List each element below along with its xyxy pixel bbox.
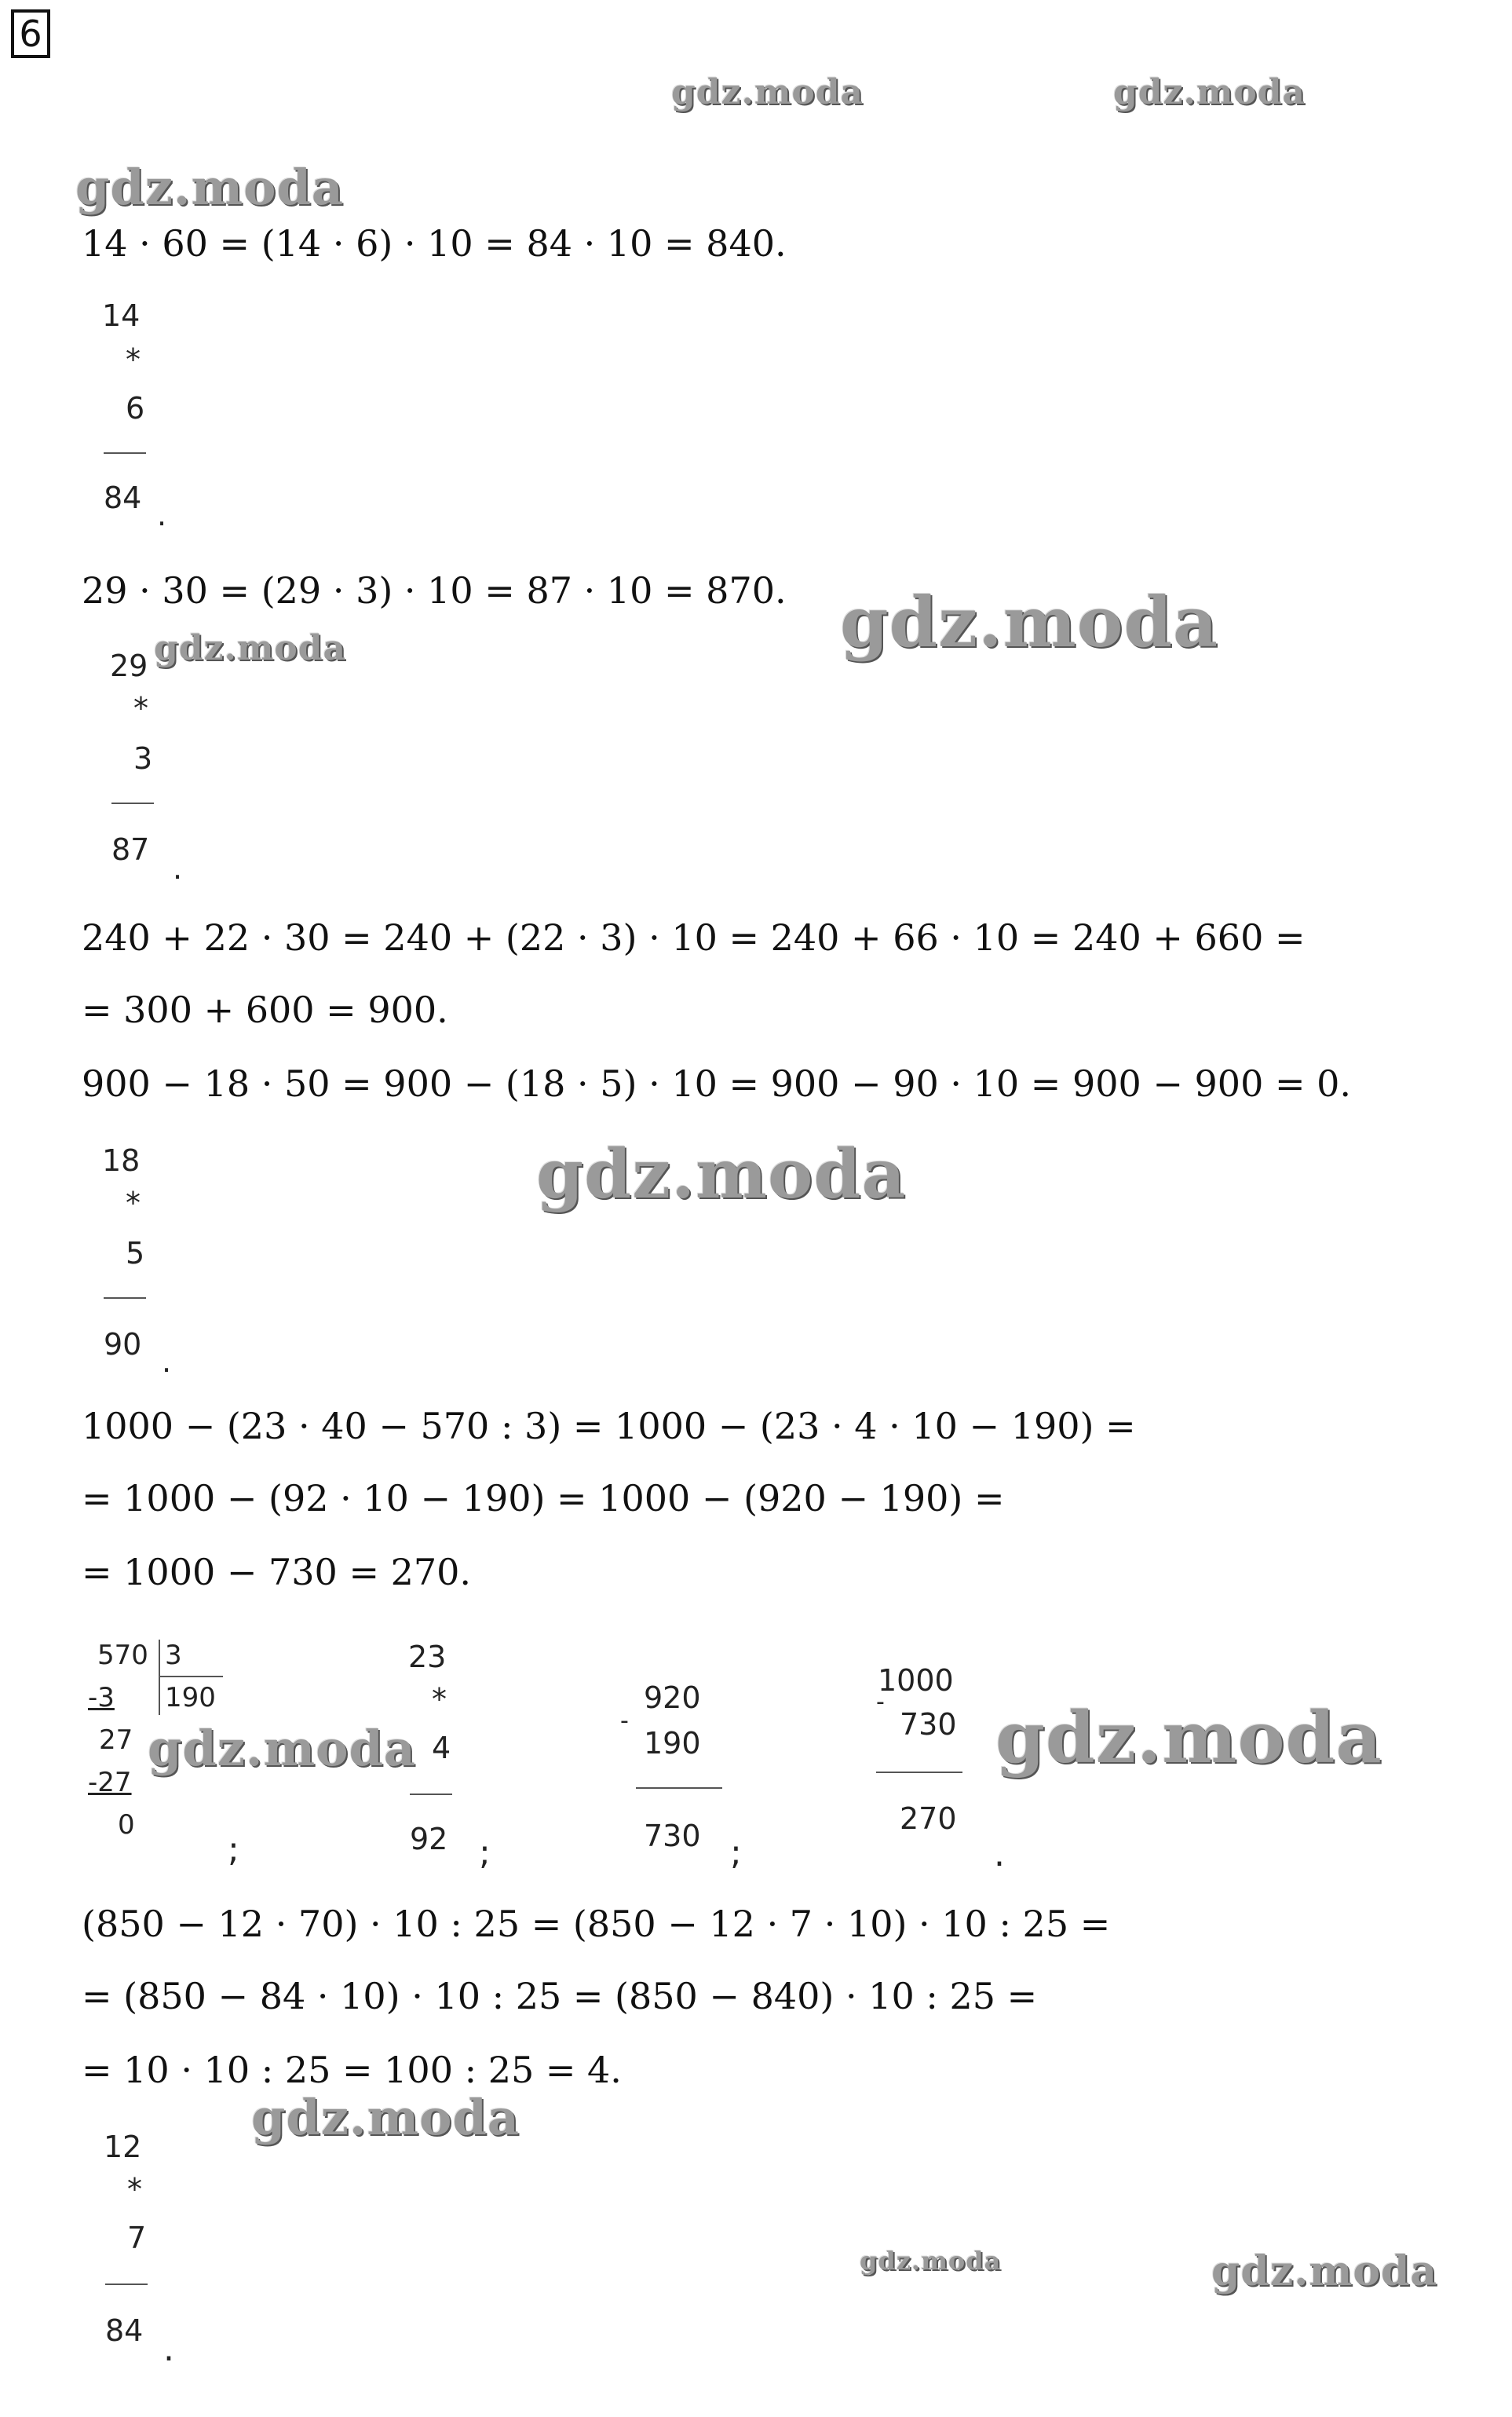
watermark: gdz.moda — [75, 159, 344, 216]
product: 90 — [104, 1327, 142, 1362]
end-mark: ; — [228, 1830, 239, 1870]
result-line — [636, 1787, 722, 1789]
multiplier: 6 — [126, 391, 145, 426]
result-line — [105, 2284, 148, 2285]
minus-sign: - — [876, 1688, 885, 1716]
operator: * — [126, 1186, 141, 1220]
multiplier: 5 — [126, 1236, 145, 1271]
end-mark: ; — [730, 1833, 742, 1873]
end-mark: . — [163, 2329, 174, 2369]
watermark: gdz.moda — [148, 1720, 416, 1777]
watermark: gdz.moda — [251, 2089, 520, 2146]
end-mark: . — [173, 851, 183, 886]
multiplicand: 29 — [110, 649, 148, 683]
multiplicand: 23 — [408, 1640, 447, 1674]
equation-line: = (850 − 84 · 10) · 10 : 25 = (850 − 840) · 10 : 25 = — [82, 1975, 1038, 2017]
division-bar-horizontal — [160, 1676, 223, 1677]
remainder: 0 — [118, 1809, 135, 1841]
operator: * — [133, 691, 148, 726]
product: 84 — [104, 481, 142, 515]
subtrahend: -27 — [88, 1767, 132, 1798]
subtrahend: 730 — [900, 1707, 957, 1742]
minuend: 920 — [644, 1680, 701, 1715]
operator: * — [432, 1682, 447, 1717]
quotient: 190 — [165, 1682, 216, 1713]
operator: * — [127, 2172, 142, 2207]
difference: 270 — [900, 1801, 957, 1836]
result-line — [104, 452, 146, 454]
watermark: gdz.moda — [536, 1135, 907, 1214]
multiplicand: 14 — [102, 298, 141, 333]
divisor: 3 — [165, 1640, 182, 1671]
result-line — [104, 1297, 146, 1299]
operator: * — [126, 342, 141, 377]
watermark: gdz.moda — [1113, 72, 1306, 112]
result-line — [410, 1794, 452, 1795]
end-mark: ; — [479, 1833, 491, 1873]
equation-line: 900 − 18 · 50 = 900 − (18 · 5) · 10 = 900 − 90 · 10 = 900 − 900 = 0. — [82, 1062, 1352, 1105]
division-bar-vertical — [159, 1640, 160, 1715]
equation-line: = 1000 − (92 · 10 − 190) = 1000 − (920 − 190) = — [82, 1477, 1005, 1519]
watermark: gdz.moda — [860, 2246, 1002, 2276]
end-mark: . — [162, 1344, 172, 1379]
equation-line: 29 · 30 = (29 · 3) · 10 = 87 · 10 = 870. — [82, 569, 787, 612]
equation-line: 1000 − (23 · 40 − 570 : 3) = 1000 − (23 · 4 · 10 − 190) = — [82, 1405, 1136, 1447]
end-mark: . — [157, 498, 167, 532]
remainder: 27 — [99, 1724, 133, 1756]
watermark: gdz.moda — [995, 1696, 1382, 1779]
difference: 730 — [644, 1819, 701, 1853]
result-line — [876, 1772, 962, 1773]
multiplier: 4 — [432, 1731, 451, 1765]
subtrahend: -3 — [88, 1682, 115, 1713]
task-number: 6 — [11, 9, 50, 58]
multiplicand: 18 — [102, 1143, 141, 1178]
equation-line: = 10 · 10 : 25 = 100 : 25 = 4. — [82, 2049, 622, 2091]
equation-line: = 300 + 600 = 900. — [82, 989, 448, 1031]
end-mark: . — [994, 1834, 1005, 1874]
result-line — [111, 803, 154, 804]
multiplicand: 12 — [104, 2130, 142, 2164]
product: 92 — [410, 1822, 448, 1856]
product: 87 — [111, 832, 150, 867]
equation-line: 14 · 60 = (14 · 6) · 10 = 84 · 10 = 840. — [82, 222, 787, 265]
equation-line: 240 + 22 · 30 = 240 + (22 · 3) · 10 = 240 + 66 · 10 = 240 + 660 = — [82, 916, 1306, 959]
multiplier: 3 — [133, 741, 153, 776]
minuend: 1000 — [878, 1663, 954, 1698]
dividend: 570 — [97, 1640, 148, 1671]
watermark: gdz.moda — [154, 628, 347, 668]
product: 84 — [105, 2313, 144, 2348]
watermark: gdz.moda — [1211, 2247, 1438, 2295]
multiplier: 7 — [127, 2221, 147, 2255]
subtrahend: 190 — [644, 1726, 701, 1761]
watermark: gdz.moda — [840, 581, 1219, 663]
equation-line: (850 − 12 · 70) · 10 : 25 = (850 − 12 · 7 · 10) · 10 : 25 = — [82, 1903, 1111, 1945]
minus-sign: - — [620, 1707, 629, 1735]
equation-line: = 1000 − 730 = 270. — [82, 1551, 472, 1593]
watermark: gdz.moda — [671, 72, 864, 112]
